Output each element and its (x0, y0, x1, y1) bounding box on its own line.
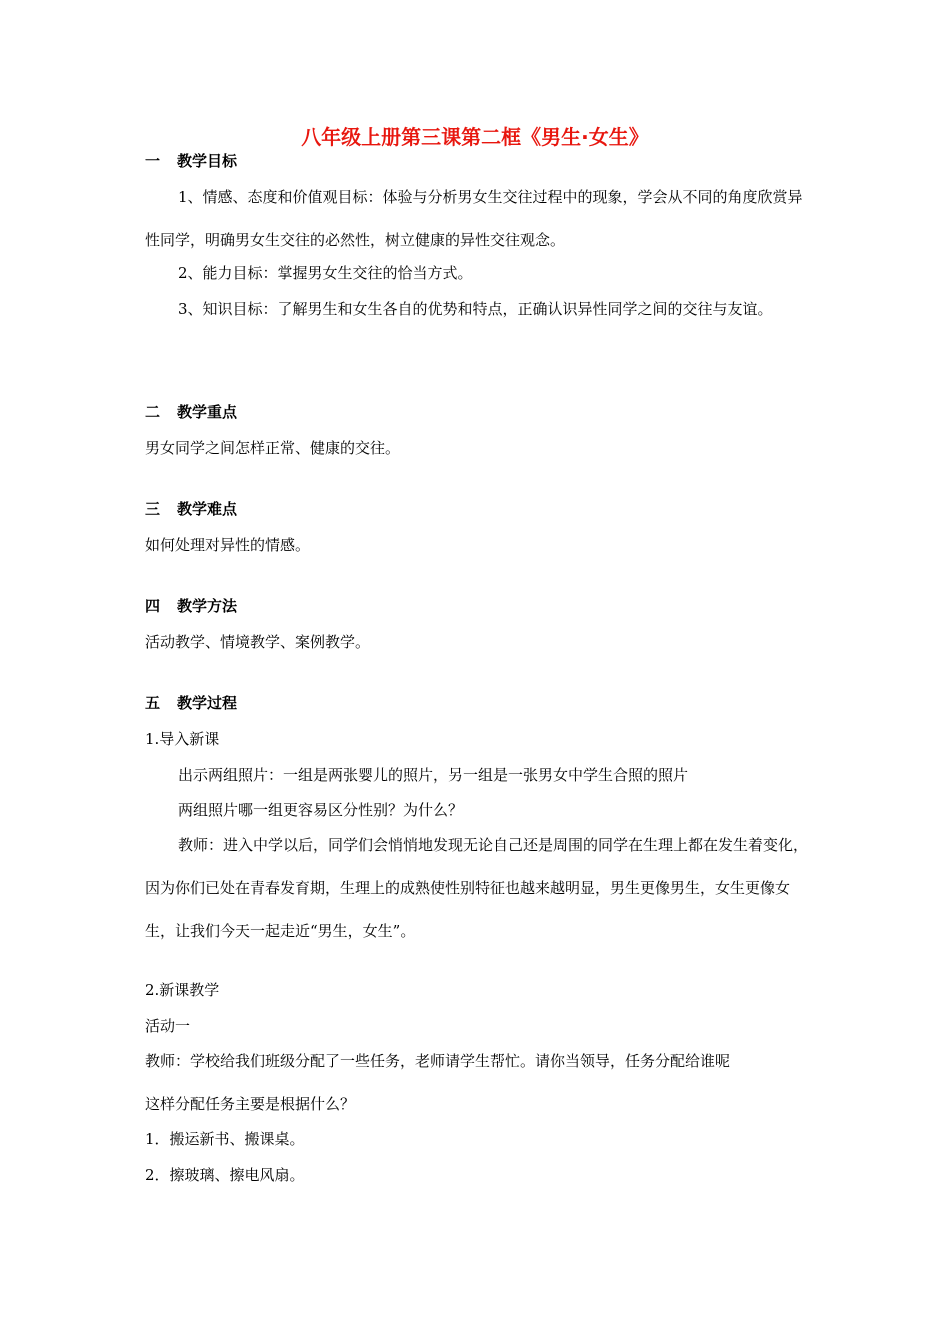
activity-label: 活动一 (145, 1017, 191, 1035)
section-number: 三 (145, 500, 161, 518)
section-title: 教学方法 (177, 597, 238, 615)
difficulties-text: 如何处理对异性的情感。 (145, 536, 311, 554)
section-title: 教学过程 (177, 694, 238, 712)
section-number: 五 (145, 694, 161, 712)
section-number: 四 (145, 597, 161, 615)
methods-text: 活动教学、情境教学、案例教学。 (145, 633, 371, 651)
key-points-text: 男女同学之间怎样正常、健康的交往。 (145, 439, 401, 457)
section-heading-objectives (145, 154, 810, 169)
objective-paragraph-2: 2、能力目标：掌握男女生交往的恰当方式。 (178, 264, 473, 282)
section-heading-key-points (145, 405, 810, 420)
section-title: 教学目标 (177, 152, 238, 170)
subsection-new-lesson: 2.新课教学 (145, 981, 220, 999)
section-heading-process (145, 696, 810, 711)
section-heading-difficulties (145, 502, 810, 517)
section-number: 二 (145, 403, 161, 421)
process-paragraph-question: 两组照片哪一组更容易区分性别？为什么？ (178, 801, 464, 819)
task-item-2: 2．擦玻璃、擦电风扇。 (145, 1166, 305, 1184)
section-number: 一 (145, 152, 161, 170)
document-title: 八年级上册第三课第二框《男生·女生》 (301, 125, 649, 149)
process-paragraph-photos: 出示两组照片：一组是两张婴儿的照片，另一组是一张男女中学生合照的照片 (178, 766, 689, 784)
objective-paragraph-3: 3、知识目标：了解男生和女生各自的优势和特点，正确认识异性同学之间的交往与友谊。 (178, 300, 773, 318)
section-title: 教学重点 (177, 403, 238, 421)
section-heading-methods (145, 599, 810, 614)
section-title: 教学难点 (177, 500, 238, 518)
activity-question-2: 这样分配任务主要是根据什么？ (145, 1095, 356, 1113)
activity-question-1: 教师：学校给我们班级分配了一些任务，老师请学生帮忙。请你当领导，任务分配给谁呢 (145, 1052, 731, 1070)
task-item-1: 1．搬运新书、搬课桌。 (145, 1130, 305, 1148)
subsection-intro: 1.导入新课 (145, 730, 220, 748)
process-paragraph-teacher: 教师：进入中学以后，同学们会悄悄地发现无论自己还是周围的同学在生理上都在发生着变化，因为你们已处在青春发育期，生理上的成熟使性别特征也越来越明显，男生更像男生，女生更像女生，让我们今天一起走近“男生，女生”。 (145, 836, 809, 940)
objective-paragraph-1: 1、情感、态度和价值观目标：体验与分析男女生交往过程中的现象，学会从不同的角度欣赏异性同学，明确男女生交往的必然性，树立健康的异性交往观念。 (145, 188, 803, 249)
